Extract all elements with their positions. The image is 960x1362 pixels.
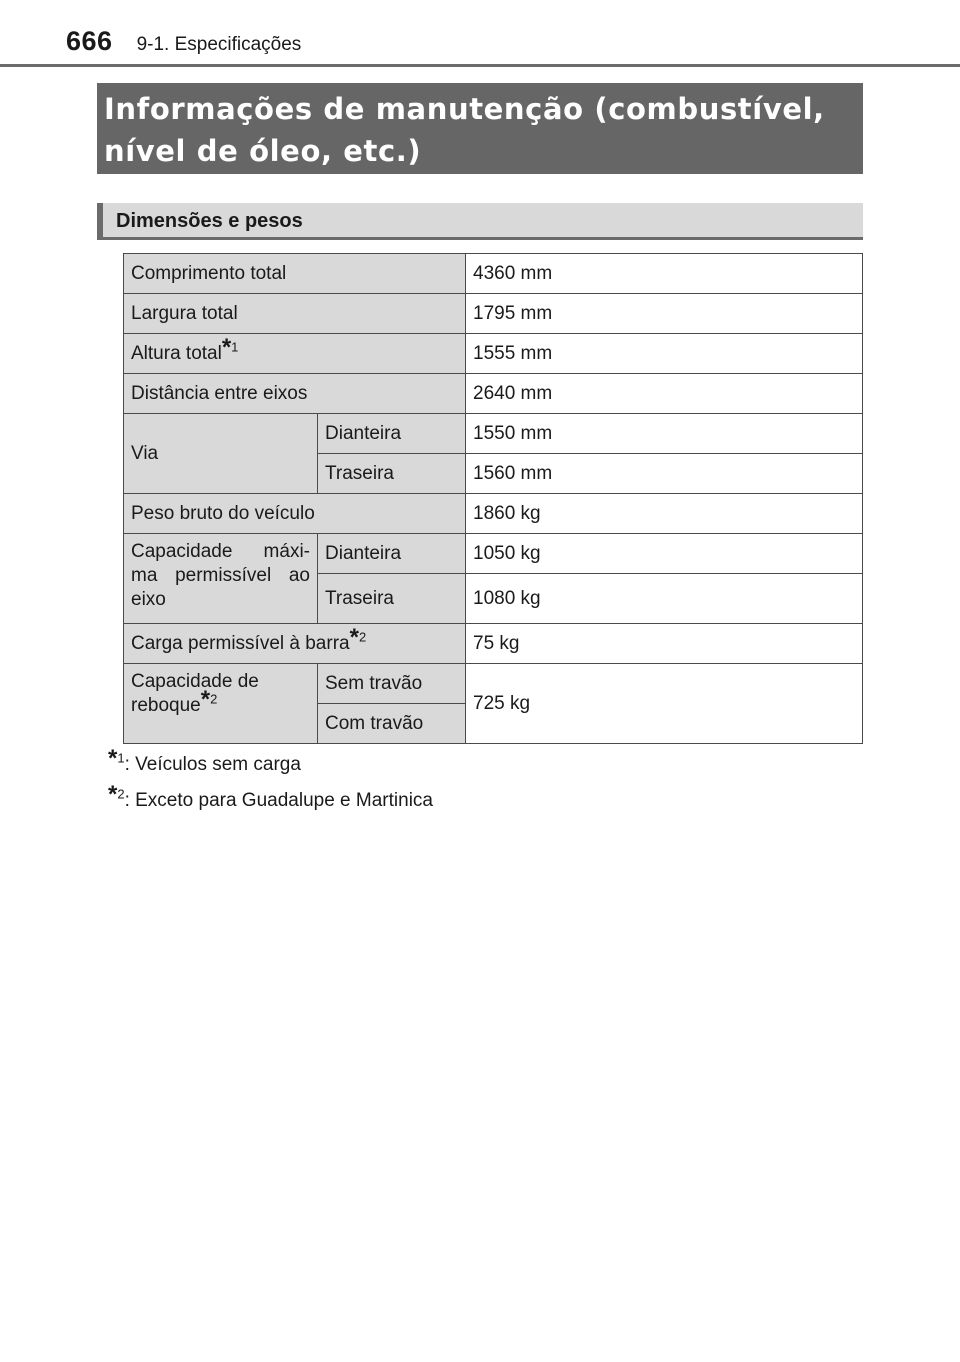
- spec-label: Altura total*$^1$: [124, 334, 466, 374]
- page-title: [97, 83, 863, 174]
- table-row: [124, 294, 863, 334]
- spec-value: 1080 kg: [466, 574, 863, 624]
- spec-label: Via: [124, 414, 318, 494]
- specifications-table: [123, 253, 863, 744]
- page-title-line1: Informações de manutenção (combustível,: [104, 92, 825, 126]
- spec-label: Largura total: [124, 294, 466, 334]
- footnote-2: *$^2$: Exceto para Guadalupe e Martinica: [108, 781, 433, 811]
- spec-sublabel: Com travão: [318, 704, 466, 744]
- table-row: [124, 414, 863, 454]
- spec-sublabel: Traseira: [318, 454, 466, 494]
- table-row: [124, 494, 863, 534]
- page-title-line2: nível de óleo, etc.): [104, 134, 422, 168]
- spec-sublabel: Dianteira: [318, 534, 466, 574]
- table-row: [124, 374, 863, 414]
- table-row: [124, 334, 863, 374]
- table-row: [124, 664, 863, 704]
- spec-label: Capacidade de reboque*$^2$: [124, 664, 318, 744]
- footnote-1: *$^1$: Veículos sem carga: [108, 745, 301, 775]
- table-row: [124, 254, 863, 294]
- spec-value: 2640 mm: [466, 374, 863, 414]
- spec-value: 75 kg: [466, 624, 863, 664]
- spec-value: 1795 mm: [466, 294, 863, 334]
- spec-value: 725 kg: [466, 664, 863, 744]
- spec-sublabel: Sem travão: [318, 664, 466, 704]
- spec-value: 1050 kg: [466, 534, 863, 574]
- spec-value: 1550 mm: [466, 414, 863, 454]
- spec-label: Peso bruto do veículo: [124, 494, 466, 534]
- spec-label: Capacidade máxi- ma permissível ao eixo: [124, 534, 318, 624]
- spec-value: 1560 mm: [466, 454, 863, 494]
- header-divider: [0, 64, 960, 67]
- spec-label: Distância entre eixos: [124, 374, 466, 414]
- page-header: [66, 26, 301, 60]
- spec-value: 4360 mm: [466, 254, 863, 294]
- spec-value: 1860 kg: [466, 494, 863, 534]
- section-subtitle: Dimensões e pesos: [97, 203, 863, 240]
- page-number: 666: [66, 26, 113, 56]
- spec-value: 1555 mm: [466, 334, 863, 374]
- spec-sublabel: Traseira: [318, 574, 466, 624]
- spec-sublabel: Dianteira: [318, 414, 466, 454]
- table-row: [124, 624, 863, 664]
- spec-label: Carga permissível à barra*$^2$: [124, 624, 466, 664]
- table-row: [124, 534, 863, 574]
- spec-label: Comprimento total: [124, 254, 466, 294]
- section-label: 9-1. Especificações: [136, 34, 302, 55]
